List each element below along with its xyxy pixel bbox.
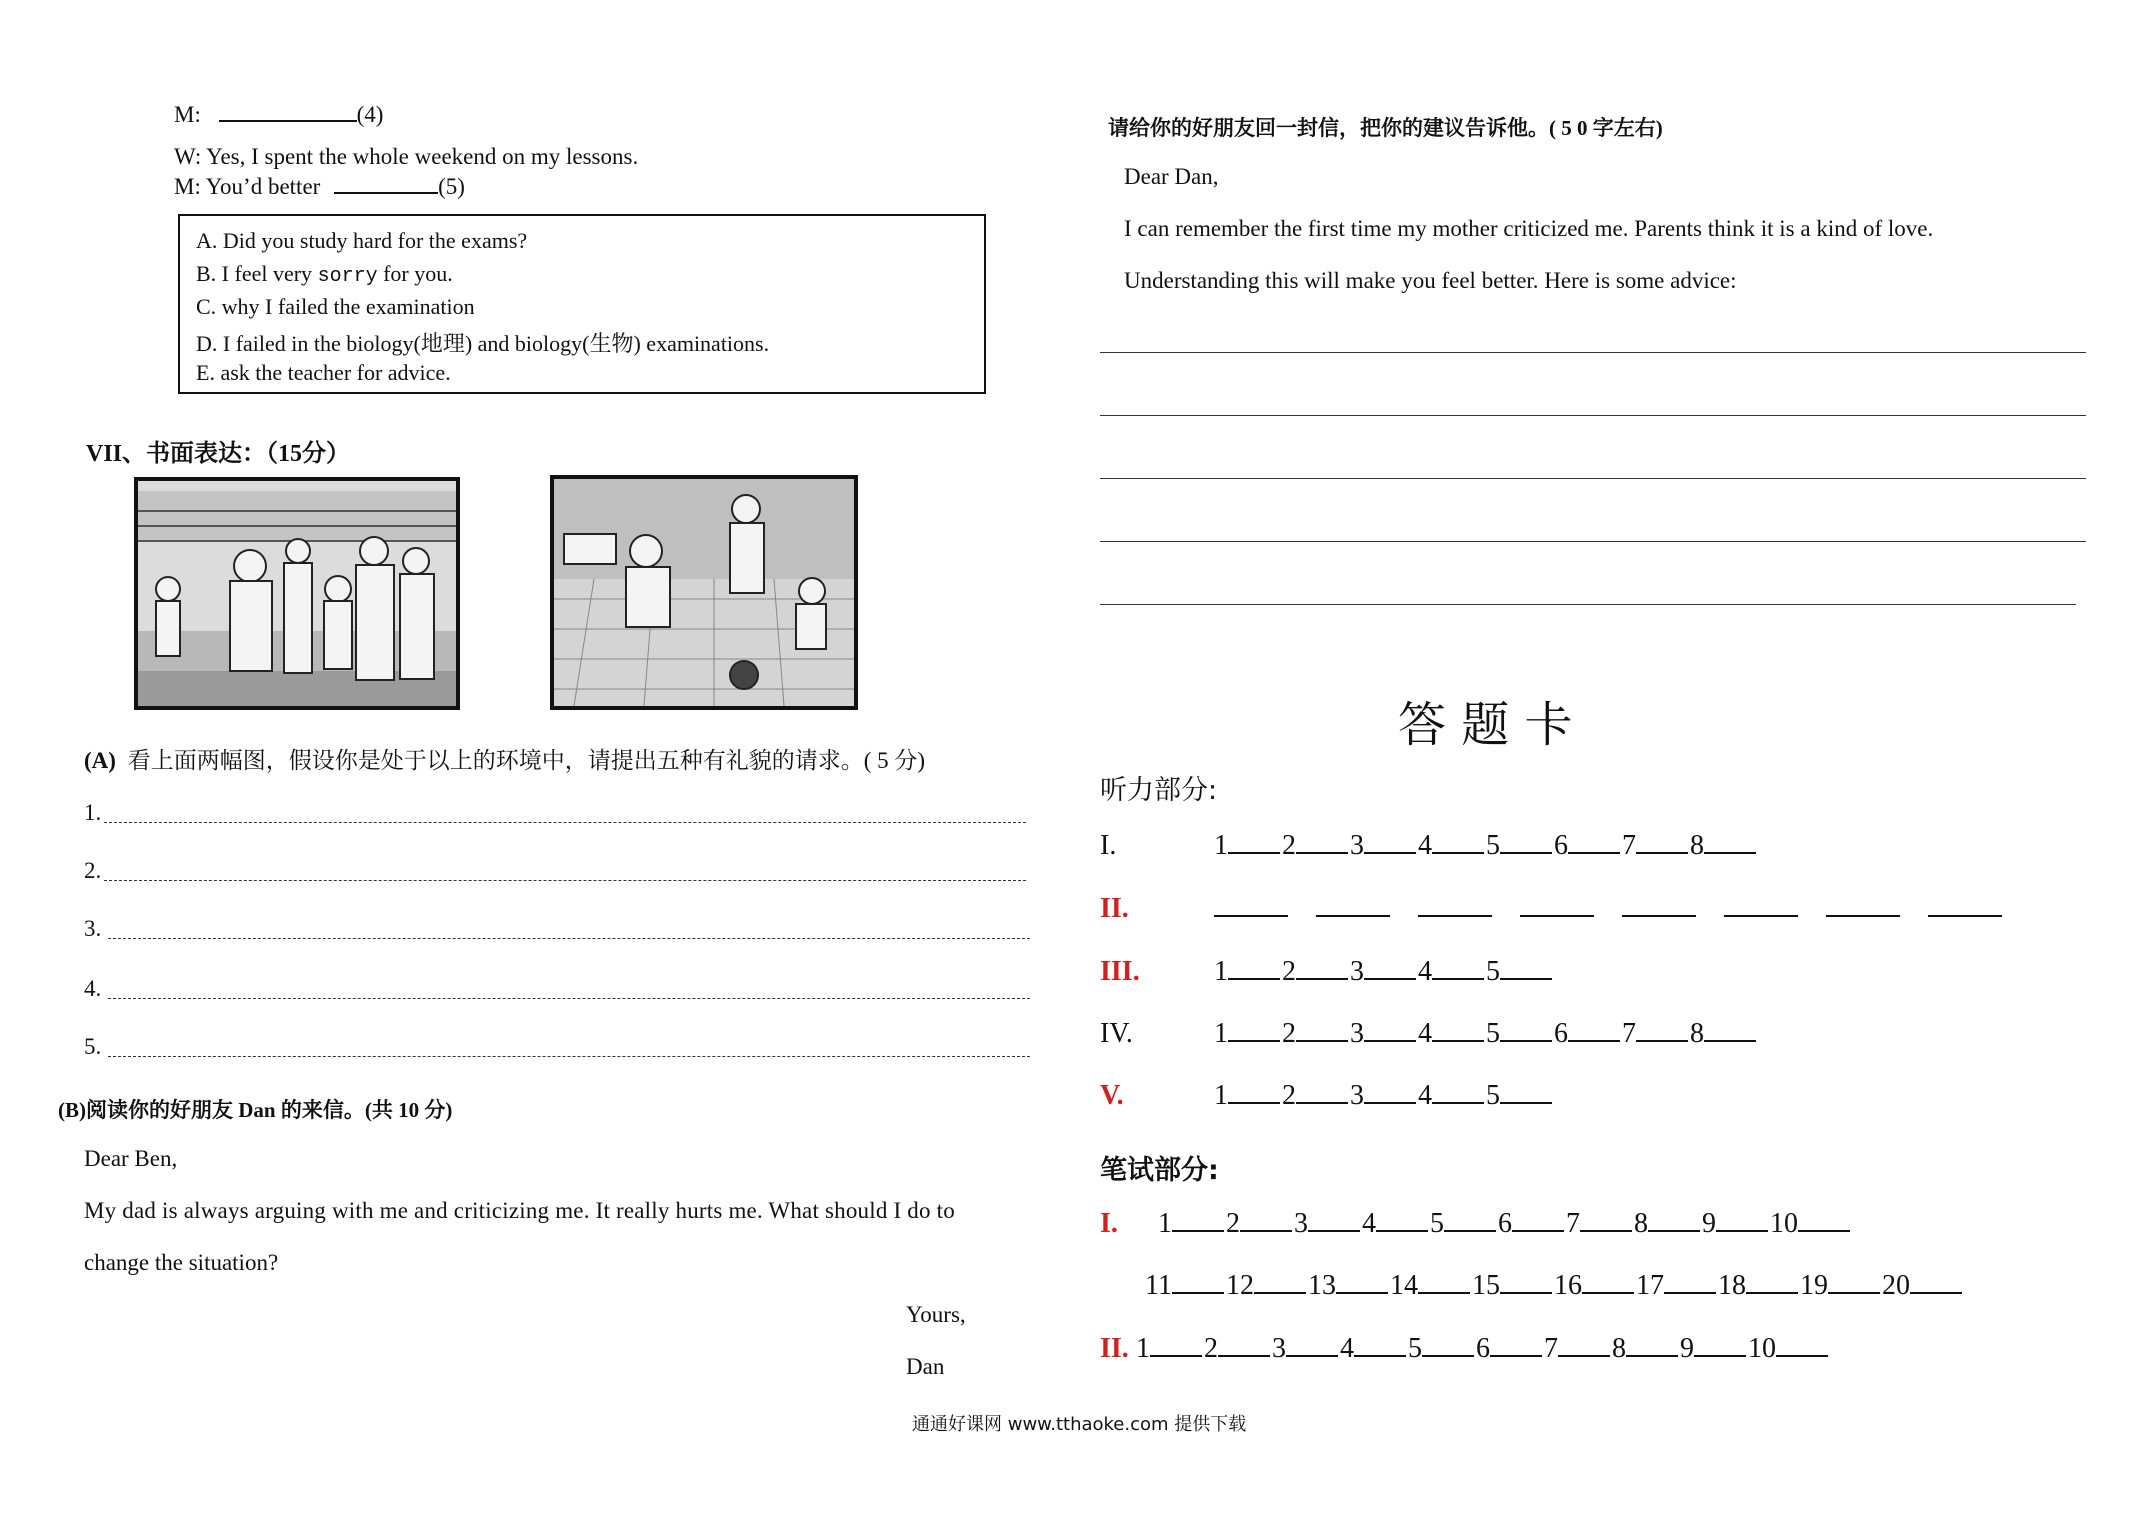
footer-source: 通通好课网 www.tthaoke.com 提供下载 [912,1414,1247,1435]
listening-row-blanks [1214,893,2030,925]
question-number: 10 [1770,1208,1798,1239]
writing-section-label: 笔试部分: [1100,1155,1219,1186]
reply-instruction: 请给你的好朋友回一封信，把你的建议告诉他。( 5 0 字左右) [1108,116,1663,140]
answer-blank[interactable] [1704,1020,1756,1042]
question-number: 4 [1418,956,1432,987]
question-number: 3 [1350,956,1364,987]
question-number: 16 [1553,1270,1582,1301]
answer-card-title: 答 题 卡 [1398,697,1573,753]
dan-letter-greeting: Dear Ben, [84,1146,178,1171]
answer-blank[interactable] [1626,1335,1678,1357]
answer-line-2[interactable] [104,880,1026,881]
dan-letter-closing: Yours, [906,1302,966,1327]
reply-greeting: Dear Dan, [1124,164,1219,189]
question-number: 3 [1350,1080,1364,1111]
question-number: 6 [1498,1208,1512,1239]
answer-blank[interactable] [1648,1210,1700,1232]
question-number: 1 [1214,830,1228,861]
listening-row-blanks [1214,956,1554,988]
question-number: 2 [1282,830,1296,861]
question-number: 19 [1799,1270,1828,1301]
question-number: 3 [1350,1018,1364,1049]
noisy-room-image [550,475,858,710]
question-number: 6 [1554,1018,1568,1049]
question-number: 5 [1430,1208,1444,1239]
answer-blank[interactable] [1776,1335,1828,1357]
answer-blank[interactable] [1704,832,1756,854]
question-number: 4 [1340,1333,1354,1364]
answer-blank[interactable] [1582,1272,1634,1294]
answer-blank[interactable] [1568,1020,1620,1042]
answer-blank[interactable] [1364,832,1416,854]
question-number: 10 [1748,1333,1776,1364]
answer-blank[interactable] [1296,1020,1348,1042]
answer-blank[interactable] [1422,1335,1474,1357]
answer-blank[interactable] [1228,1020,1280,1042]
question-number: 13 [1307,1270,1336,1301]
answer-blank[interactable] [1364,1082,1416,1104]
answer-line-5[interactable] [108,1056,1030,1057]
question-number: 5 [1486,956,1500,987]
answer-blank[interactable] [1568,832,1620,854]
answer-number-2: 2. [84,858,102,883]
question-number: 7 [1622,830,1636,861]
dialogue-m5: M: You’d better (5) [174,174,465,199]
answer-blank[interactable] [1418,895,1492,917]
question-number: 6 [1476,1333,1490,1364]
reply-line-1: I can remember the first time my mother criticized me. Parents think it is a kind of love. [1124,216,1934,241]
answer-blank[interactable] [1214,895,1288,917]
question-number: 4 [1362,1208,1376,1239]
listening-row-blanks [1214,830,1758,862]
question-number: 1 [1158,1208,1172,1239]
question-number: 2 [1282,1080,1296,1111]
answer-blank[interactable] [1500,958,1552,980]
writing-row-label: II. [1100,1333,1129,1364]
answer-blank[interactable] [1694,1335,1746,1357]
dan-letter-body-2: change the situation? [84,1250,279,1275]
question-number: 4 [1418,830,1432,861]
listening-row-label: III. [1100,956,1140,987]
answer-blank[interactable] [1228,1082,1280,1104]
answer-blank[interactable] [1308,1210,1360,1232]
section-vii-title: VII、书面表达：（15分） [86,441,351,467]
answer-blank[interactable] [1444,1210,1496,1232]
answer-blank[interactable] [1500,1272,1552,1294]
writing-row-blanks [1145,1270,1964,1302]
question-number: 5 [1486,1080,1500,1111]
answer-blank[interactable] [1218,1335,1270,1357]
writing-row-blanks [1158,1208,1852,1240]
subway-scene-image [134,477,460,710]
answer-blank[interactable] [1376,1210,1428,1232]
option-c: C. why I failed the examination [196,294,475,319]
writing-line-3[interactable] [1100,478,2086,479]
question-number: 1 [1214,1018,1228,1049]
answer-blank[interactable] [1354,1335,1406,1357]
option-a: A. Did you study hard for the exams? [196,228,528,253]
question-number: 12 [1225,1270,1254,1301]
dan-letter-body-1: My dad is always arguing with me and criticizing me. It really hurts me. What should I do to [84,1198,955,1223]
answer-blank[interactable] [1172,1272,1224,1294]
answer-number-3: 3. [84,916,102,941]
answer-blank[interactable] [1490,1335,1542,1357]
answer-blank[interactable] [1664,1272,1716,1294]
answer-blank[interactable] [1910,1272,1962,1294]
answer-blank[interactable] [1432,832,1484,854]
answer-blank[interactable] [1364,1020,1416,1042]
answer-blank[interactable] [1364,958,1416,980]
writing-row-label: I. [1100,1208,1118,1239]
question-number: 14 [1389,1270,1418,1301]
dialogue-w: W: Yes, I spent the whole weekend on my lessons. [174,144,639,169]
listening-row-label: I. [1100,830,1117,861]
answer-line-4[interactable] [108,998,1030,999]
answer-blank[interactable] [1580,1210,1632,1232]
options-box [178,214,986,394]
question-number: 20 [1881,1270,1910,1301]
question-number: 4 [1418,1018,1432,1049]
question-number: 2 [1282,1018,1296,1049]
answer-blank[interactable] [1240,1210,1292,1232]
writing-line-1[interactable] [1100,352,2086,353]
answer-blank[interactable] [1500,832,1552,854]
question-number: 17 [1635,1270,1664,1301]
question-number: 1 [1214,1080,1228,1111]
question-number: 7 [1544,1333,1558,1364]
answer-line-3[interactable] [108,938,1030,939]
question-number: 8 [1612,1333,1626,1364]
answer-blank[interactable] [1636,832,1688,854]
question-number: 11 [1145,1270,1172,1301]
answer-blank[interactable] [1336,1272,1388,1294]
answer-blank[interactable] [1716,1210,1768,1232]
answer-blank[interactable] [1500,1082,1552,1104]
answer-number-4: 4. [84,976,102,1001]
answer-blank[interactable] [1636,1020,1688,1042]
dan-letter-signature: Dan [906,1354,945,1379]
part-a-instruction: (A) 看上面两幅图，假设你是处于以上的环境中，请提出五种有礼貌的请求。( 5 分) [84,748,926,773]
option-d: D. I failed in the biology(地理) and biology(生物) examinations. [196,331,770,356]
answer-blank[interactable] [1296,1082,1348,1104]
option-b: B. I feel very sorry for you. [196,261,453,288]
question-number: 15 [1471,1270,1500,1301]
question-number: 5 [1486,830,1500,861]
answer-blank[interactable] [1826,895,1900,917]
question-number: 4 [1418,1080,1432,1111]
option-e: E. ask the teacher for advice. [196,360,451,385]
answer-blank[interactable] [1418,1272,1470,1294]
question-number: 8 [1690,1018,1704,1049]
answer-blank[interactable] [1254,1272,1306,1294]
listening-row-blanks [1214,1018,1758,1050]
answer-blank[interactable] [1724,895,1798,917]
answer-blank[interactable] [1432,1082,1484,1104]
answer-blank[interactable] [1828,1272,1880,1294]
question-number: 8 [1634,1208,1648,1239]
answer-blank[interactable] [1432,1020,1484,1042]
question-number: 8 [1690,830,1704,861]
answer-blank[interactable] [1500,1020,1552,1042]
question-number: 1 [1214,956,1228,987]
question-number: 5 [1408,1333,1422,1364]
reply-line-2: Understanding this will make you feel better. Here is some advice: [1124,268,1737,293]
writing-row-blanks [1136,1333,1830,1365]
listening-row-blanks [1214,1080,1554,1112]
answer-blank[interactable] [1432,958,1484,980]
writing-line-4[interactable] [1100,541,2086,542]
answer-blank[interactable] [1150,1335,1202,1357]
writing-line-2[interactable] [1100,415,2086,416]
question-number: 2 [1204,1333,1218,1364]
part-b-title: (B)阅读你的好朋友 Dan 的来信。(共 10 分) [58,1098,453,1122]
question-number: 7 [1622,1018,1636,1049]
question-number: 2 [1226,1208,1240,1239]
answer-number-5: 5. [84,1034,102,1059]
answer-blank[interactable] [1228,832,1280,854]
listening-row-label: V. [1100,1080,1124,1111]
question-number: 9 [1680,1333,1694,1364]
question-number: 7 [1566,1208,1580,1239]
question-number: 5 [1486,1018,1500,1049]
question-number: 3 [1350,830,1364,861]
answer-number-1: 1. [84,800,102,825]
listening-row-label: IV. [1100,1018,1133,1049]
answer-line-1[interactable] [104,822,1026,823]
dialogue-m4: M: (4) [174,102,384,127]
answer-blank[interactable] [1622,895,1696,917]
answer-blank[interactable] [1296,958,1348,980]
answer-blank[interactable] [1928,895,2002,917]
answer-blank[interactable] [1286,1335,1338,1357]
writing-line-5[interactable] [1100,604,2076,605]
answer-blank[interactable] [1228,958,1280,980]
listening-section-label: 听力部分: [1100,775,1218,806]
question-number: 18 [1717,1270,1746,1301]
answer-blank[interactable] [1512,1210,1564,1232]
answer-blank[interactable] [1558,1335,1610,1357]
question-number: 3 [1272,1333,1286,1364]
question-number: 1 [1136,1333,1150,1364]
answer-blank[interactable] [1520,895,1594,917]
answer-blank[interactable] [1296,832,1348,854]
listening-row-label: II. [1100,893,1129,924]
question-number: 3 [1294,1208,1308,1239]
question-number: 2 [1282,956,1296,987]
answer-blank[interactable] [1798,1210,1850,1232]
question-number: 9 [1702,1208,1716,1239]
answer-blank[interactable] [1172,1210,1224,1232]
answer-blank[interactable] [1316,895,1390,917]
answer-blank[interactable] [1746,1272,1798,1294]
question-number: 6 [1554,830,1568,861]
